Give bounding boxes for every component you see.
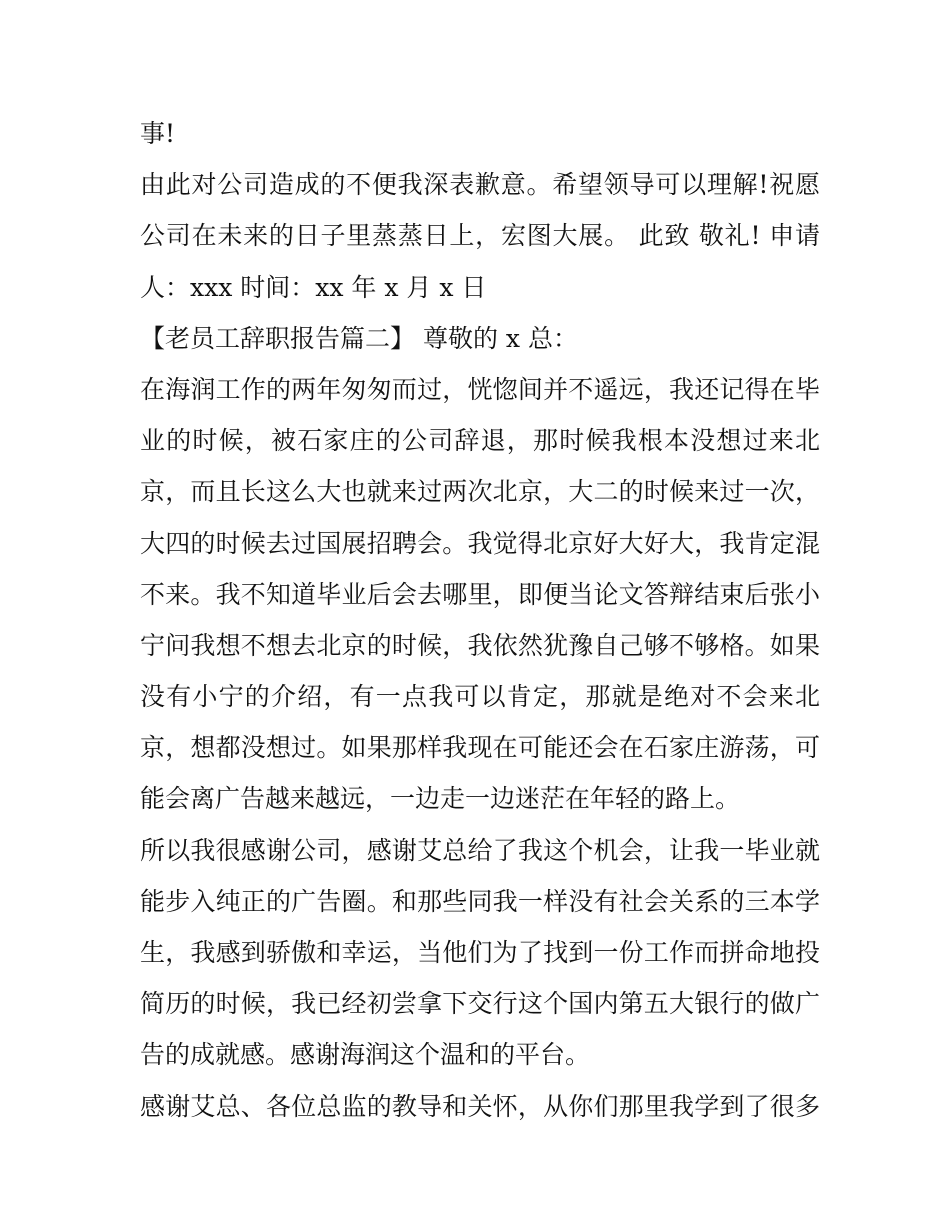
document-body [140,108,820,1132]
text-line: 能会离广告越来越远，一边走一边迷茫在年轻的路上。 [140,784,741,814]
text-line: 京，而且长这么大也就来过两次北京，大二的时候来过一次， [140,477,820,507]
text-line: 由此对公司造成的不便我深表歉意。希望领导可以理解!祝愿 [140,170,820,200]
text-line: 宁问我想不想去北京的时候，我依然犹豫自己够不够格。如果 [140,630,820,660]
text-line: 能步入纯正的广告圈。和那些同我一样没有社会关系的三本学 [140,886,820,916]
text-line: 人：xxx 时间：xx 年 x 月 x 日 [140,272,487,302]
text-line: 告的成就感。感谢海润这个温和的平台。 [140,1040,591,1070]
text-line: 不来。我不知道毕业后会去哪里，即便当论文答辩结束后张小 [140,579,820,609]
text-line: 生，我感到骄傲和幸运，当他们为了找到一份工作而拼命地投 [140,938,820,967]
text-line: 所以我很感谢公司，感谢艾总给了我这个机会，让我一毕业就 [140,835,820,865]
text-line: 事! [140,119,176,148]
section-heading: 【老员工辞职报告篇二】 尊敬的 x 总： [140,323,578,353]
text-line: 感谢艾总、各位总监的教导和关怀，从你们那里我学到了很多 [140,1091,820,1121]
text-line: 简历的时候，我已经初尝拿下交行这个国内第五大银行的做广 [140,989,820,1019]
text-line: 没有小宁的介绍，有一点我可以肯定，那就是绝对不会来北 [140,682,820,712]
text-line: 大四的时候去过国展招聘会。我觉得北京好大好大，我肯定混 [140,528,820,558]
text-line: 公司在未来的日子里蒸蒸日上，宏图大展。 此致 敬礼! 申请 [140,221,820,251]
text-line: 在海润工作的两年匆匆而过，恍惚间并不遥远，我还记得在毕 [140,374,820,404]
text-line: 京，想都没想过。如果那样我现在可能还会在石家庄游荡，可 [140,733,820,763]
text-line: 业的时候，被石家庄的公司辞退，那时候我根本没想过来北 [140,426,820,456]
